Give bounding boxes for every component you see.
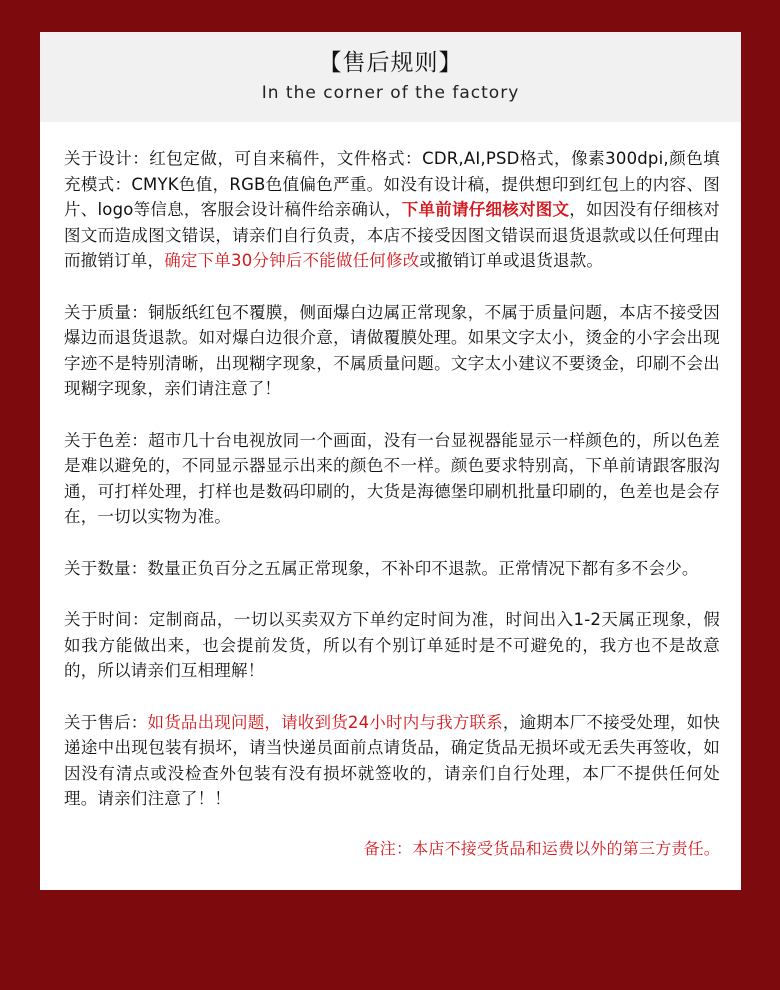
rule-after-sales	[64, 710, 720, 812]
rule-after-sales-text-1: 关于售后：	[64, 712, 148, 732]
rule-design-highlight-check: 下单前请仔细核对图文	[401, 200, 570, 219]
footnote: 备注：本店不接受货品和运费以外的第三方责任。	[363, 838, 720, 858]
rules-header	[40, 32, 741, 122]
rule-design-text-1: 关于设计：红包定做，可自来稿件，文件格式：CDR,AI,PSD格式，像素300dpi,颜色填充模式：CMYK色值，RGB色值偏色严重。如没有设计稿，提供想印到红包上的内容、图片、logo等信息，客服会设计稿件给亲确认，	[64, 149, 720, 219]
page-subtitle: In the corner of the factory	[261, 83, 520, 103]
rule-color-difference-text: 关于色差：超市几十台电视放同一个画面，没有一台显视器能显示一样颜色的，所以色差是难以避免的，不同显示器显示出来的颜色不一样。颜色要求特别高，下单前请跟客服沟通，可打样处理，打样也是数码印刷的，大货是海德堡印刷机批量印刷的，色差也是会存在，一切以实物为准。	[64, 430, 720, 526]
rule-design-text-2: ，如因没有仔细核对图文而造成图文错误，请亲们自行负责，本店不接受因图文错误而退货退款或以任何理由而撤销订单，	[64, 200, 721, 270]
rules-card	[40, 32, 741, 890]
rule-design	[64, 146, 720, 274]
rule-design-highlight-deadline: 确定下单30分钟后不能做任何修改	[164, 251, 420, 270]
rule-after-sales-text-2: ，逾期本厂不接受处理，如快递途中出现包装有损坏，请当快递员面前点请货品，确定货品无损坏或无丢失再签收，如因没有清点或没检查外包装有没有损坏就签收的，请亲们自行处理，本厂不提供任何处理。请亲们注意了！！	[64, 712, 721, 808]
rule-after-sales-highlight: 如货品出现问题，请收到货24小时内与我方联系	[147, 712, 503, 732]
rules-body	[64, 146, 720, 860]
rule-design-text-3: 或撤销订单或退货退款。	[419, 251, 604, 270]
page-title: 【售后规则】	[318, 50, 463, 76]
rule-quality	[64, 300, 720, 402]
rule-color-difference	[64, 428, 720, 530]
rule-time-text: 关于时间：定制商品，一切以买卖双方下单约定时间为准，时间出入1-2天属正现象，假如我方能做出来，也会提前发货，所以有个别订单延时是不可避免的，我方也不是故意的，所以请亲们互相理解！	[64, 610, 720, 680]
rule-quantity	[64, 556, 720, 582]
rule-time	[64, 607, 720, 684]
rule-quantity-text: 关于数量：数量正负百分之五属正常现象，不补印不退款。正常情况下都有多不会少。	[64, 558, 699, 578]
rule-quality-text: 关于质量：铜版纸红包不覆膜，侧面爆白边属正常现象，不属于质量问题，本店不接受因爆边而退货退款。如对爆白边很介意，请做覆膜处理。如果文字太小，烫金的小字会出现字迹不是特别清晰，出现糊字现象，不属质量问题。文字太小建议不要烫金，印刷不会出现糊字现象，亲们请注意了！	[64, 302, 720, 398]
